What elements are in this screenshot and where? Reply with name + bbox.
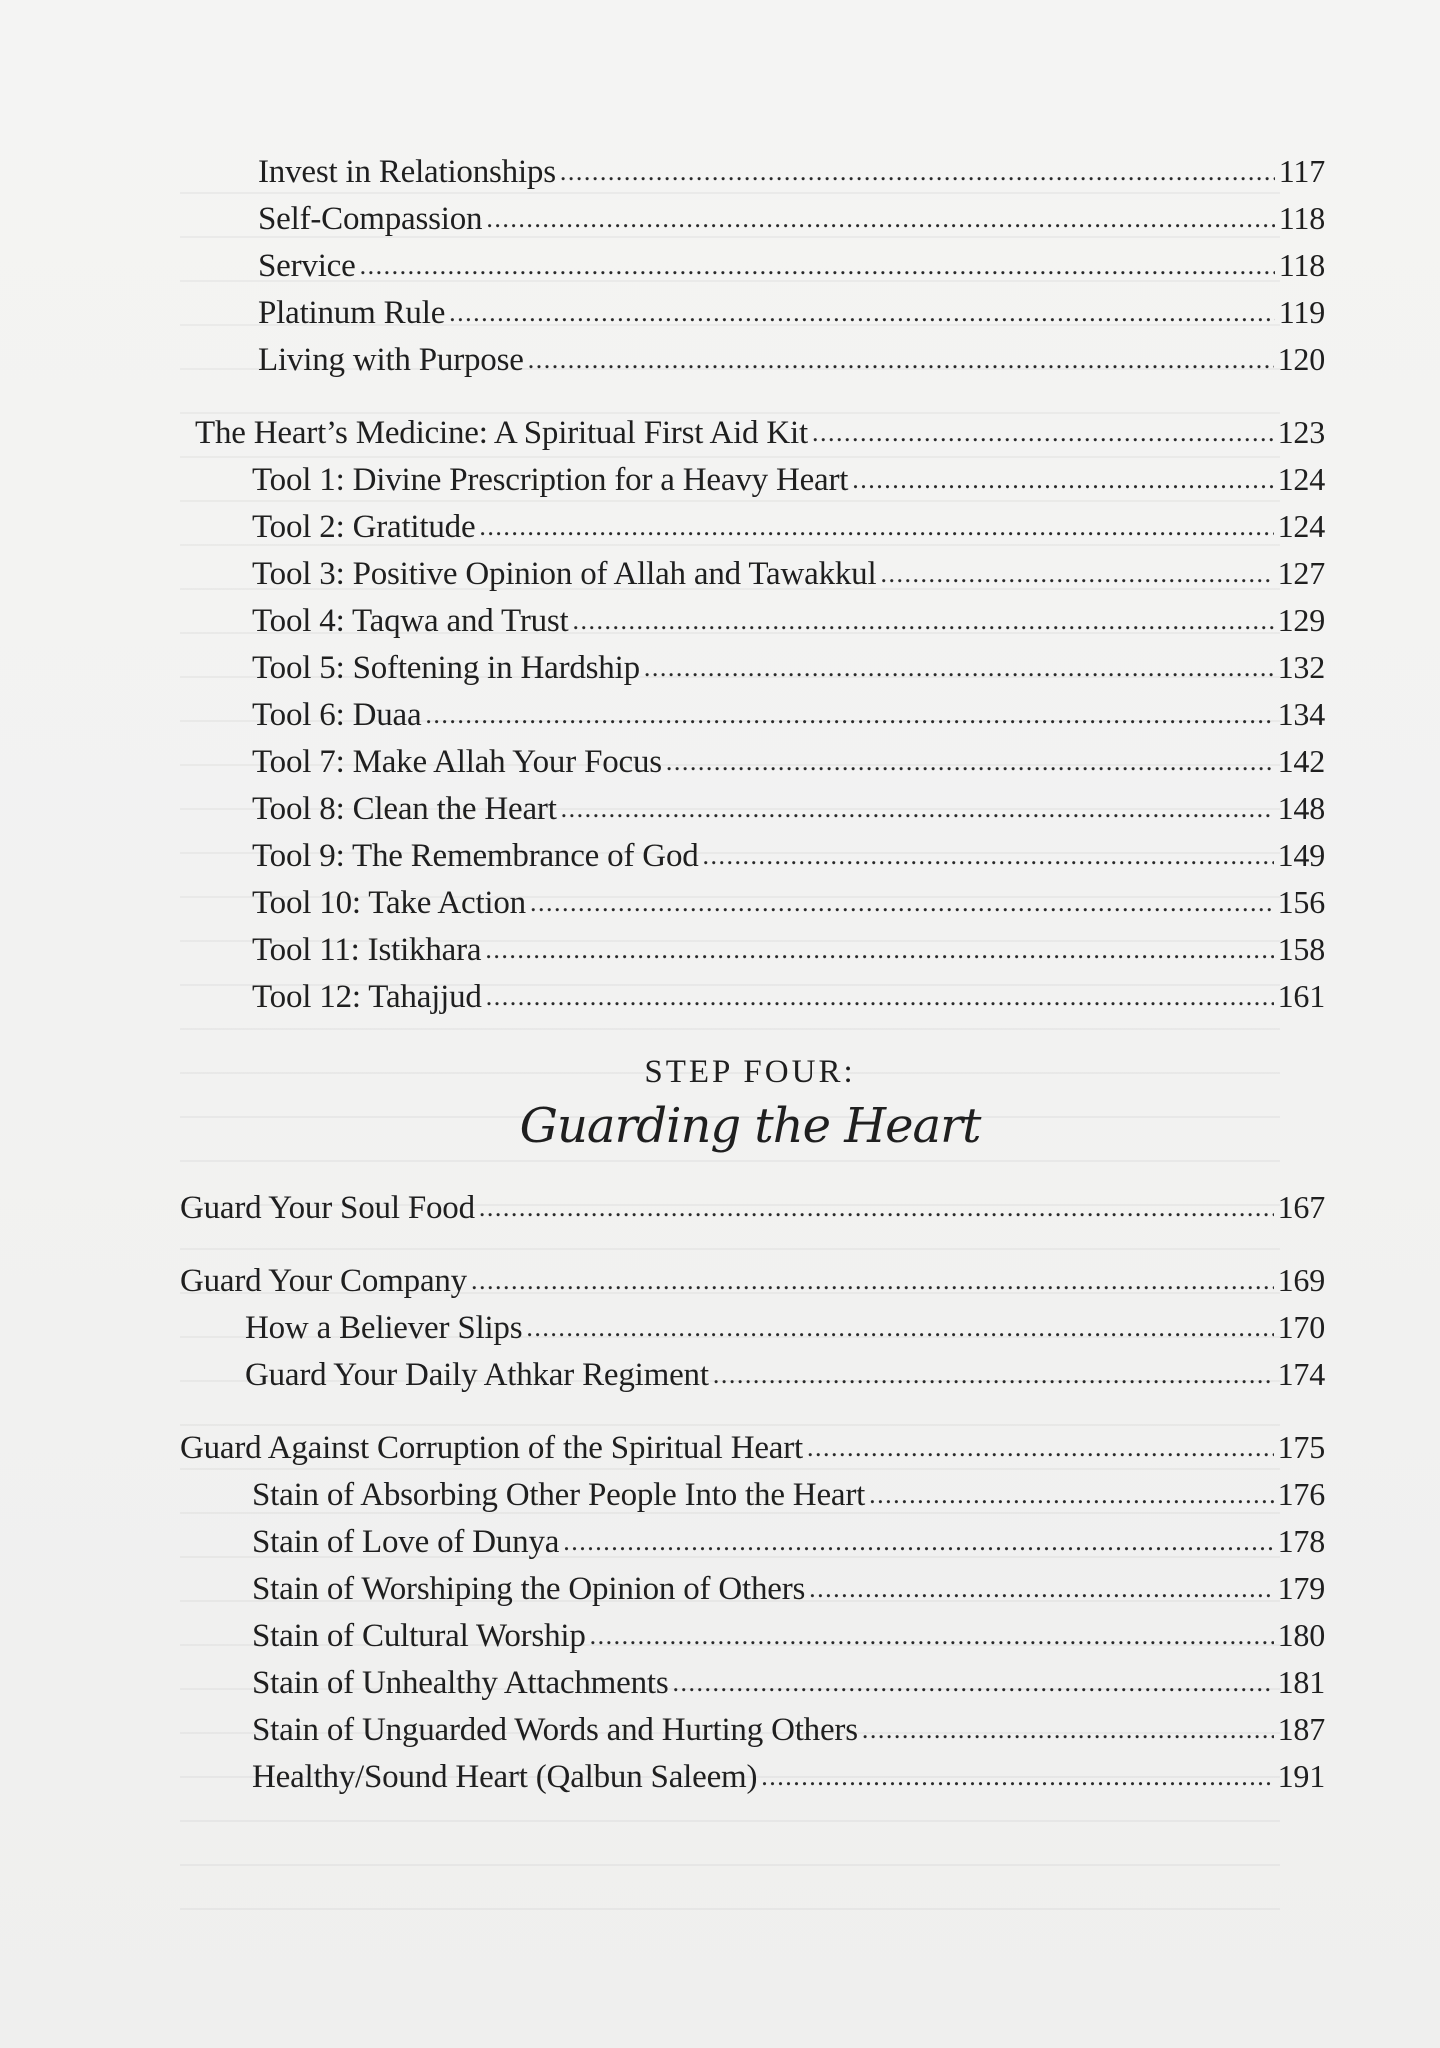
toc-entry-page: 158: [1277, 931, 1325, 967]
toc-chapter-page: 175: [1277, 1429, 1325, 1465]
toc-entry[interactable]: [0, 456, 1440, 503]
toc-entry-page: 176: [1277, 1476, 1325, 1512]
toc-entry-page: 132: [1277, 649, 1325, 685]
toc-entry[interactable]: [0, 1565, 1440, 1612]
toc-entry[interactable]: [0, 1706, 1440, 1753]
toc-chapter-title: Guard Against Corruption of the Spiritual Heart: [180, 1430, 803, 1466]
toc-entry-title: Tool 12: Tahajjud: [252, 979, 482, 1015]
toc-entry-title: Tool 9: The Remembrance of God: [252, 838, 699, 874]
dot-leader: [360, 241, 1275, 289]
toc-entry[interactable]: [0, 503, 1440, 550]
dot-leader: [449, 288, 1275, 336]
dot-leader: [479, 502, 1273, 550]
toc-entry-title: Healthy/Sound Heart (Qalbun Saleem): [252, 1759, 758, 1795]
part-heading: [0, 1050, 1440, 1158]
toc-entry-title: Stain of Absorbing Other People Into the Heart: [252, 1477, 866, 1513]
dot-leader: [761, 1752, 1273, 1800]
toc-entry-title: Tool 4: Taqwa and Trust: [252, 603, 569, 639]
toc-entry[interactable]: [0, 691, 1440, 738]
toc-entry-page: 134: [1277, 696, 1325, 732]
toc-chapter-title: Guard Your Soul Food: [180, 1190, 475, 1226]
dot-leader: [471, 1256, 1274, 1304]
toc-entry-title: Invest in Relationships: [258, 154, 556, 190]
toc-chapter-entry[interactable]: [0, 1257, 1440, 1304]
toc-entry-title: Tool 1: Divine Prescription for a Heavy Heart: [252, 462, 849, 498]
toc-entry-title: Tool 5: Softening in Hardship: [252, 650, 640, 686]
dot-leader: [644, 643, 1274, 691]
toc-entry-page: 180: [1277, 1617, 1325, 1653]
toc-entry-page: 156: [1277, 884, 1325, 920]
toc-entry-page: 117: [1278, 153, 1325, 189]
toc-entry[interactable]: [0, 289, 1440, 336]
toc-entry-title: Tool 2: Gratitude: [252, 509, 476, 545]
toc-entry-page: 120: [1277, 341, 1325, 377]
dot-leader: [862, 1705, 1274, 1753]
dot-leader: [526, 1303, 1273, 1351]
dot-leader: [425, 690, 1273, 738]
toc-entry-page: 179: [1277, 1570, 1325, 1606]
toc-chapter-page: 123: [1277, 414, 1325, 450]
dot-leader: [561, 784, 1274, 832]
dot-leader: [807, 1423, 1274, 1471]
toc-entry[interactable]: [0, 738, 1440, 785]
toc-entry-title: Tool 10: Take Action: [252, 885, 526, 921]
toc-entry[interactable]: [0, 1304, 1440, 1351]
dot-leader: [486, 194, 1274, 242]
dot-leader: [560, 147, 1275, 195]
toc-entry-page: 142: [1277, 743, 1325, 779]
dot-leader: [869, 1470, 1273, 1518]
toc-entry[interactable]: [0, 242, 1440, 289]
toc-entry[interactable]: [0, 785, 1440, 832]
dot-leader: [812, 408, 1274, 456]
part-label: STEP FOUR:: [644, 1054, 856, 1090]
toc-chapter-entry[interactable]: [0, 1184, 1440, 1231]
dot-leader: [703, 831, 1274, 879]
toc-chapter-title: Guard Your Company: [180, 1263, 467, 1299]
toc-entry-page: 129: [1277, 602, 1325, 638]
toc-entry[interactable]: [0, 644, 1440, 691]
toc-entry[interactable]: [0, 973, 1440, 1020]
toc-entry-title: Tool 3: Positive Opinion of Allah and Tawakkul: [252, 556, 877, 592]
dot-leader: [573, 596, 1274, 644]
dot-leader: [673, 1658, 1274, 1706]
toc-entry-page: 118: [1278, 200, 1325, 236]
toc-chapter-title: The Heart’s Medicine: A Spiritual First Aid Kit: [195, 415, 808, 451]
toc-entry[interactable]: [0, 597, 1440, 644]
toc-entry[interactable]: [0, 148, 1440, 195]
toc-entry[interactable]: [0, 1659, 1440, 1706]
dot-leader: [485, 925, 1273, 973]
toc-entry[interactable]: [0, 1471, 1440, 1518]
toc-entry-title: Stain of Cultural Worship: [252, 1618, 586, 1654]
toc-entry-title: How a Believer Slips: [245, 1310, 523, 1346]
toc-entry-page: 124: [1277, 461, 1325, 497]
toc-entry-page: 149: [1277, 837, 1325, 873]
table-of-contents: [0, 148, 1440, 1800]
toc-chapter-page: 167: [1277, 1189, 1325, 1225]
toc-entry-page: 187: [1277, 1711, 1325, 1747]
toc-entry[interactable]: [0, 1351, 1440, 1398]
toc-entry[interactable]: [0, 550, 1440, 597]
toc-chapter-page: 169: [1277, 1262, 1325, 1298]
toc-entry-page: 161: [1277, 978, 1325, 1014]
toc-entry-page: 118: [1278, 247, 1325, 283]
toc-entry[interactable]: [0, 1518, 1440, 1565]
toc-entry-title: Self-Compassion: [258, 201, 483, 237]
dot-leader: [530, 878, 1274, 926]
dot-leader: [666, 737, 1274, 785]
toc-entry-title: Platinum Rule: [258, 295, 446, 331]
toc-entry-page: 178: [1277, 1523, 1325, 1559]
toc-entry-title: Tool 6: Duaa: [252, 697, 422, 733]
toc-entry-title: Stain of Unguarded Words and Hurting Others: [252, 1712, 858, 1748]
dot-leader: [713, 1350, 1274, 1398]
toc-entry[interactable]: [0, 1753, 1440, 1800]
toc-entry-title: Living with Purpose: [258, 342, 524, 378]
toc-entry-title: Tool 8: Clean the Heart: [252, 791, 557, 827]
toc-chapter-entry[interactable]: [0, 1424, 1440, 1471]
toc-entry[interactable]: [0, 1612, 1440, 1659]
toc-entry-title: Stain of Worshiping the Opinion of Others: [252, 1571, 806, 1607]
part-title: Guarding the Heart: [519, 1098, 981, 1154]
toc-entry-page: 191: [1277, 1758, 1325, 1794]
toc-entry-title: Stain of Love of Dunya: [252, 1524, 560, 1560]
toc-entry-page: 174: [1277, 1356, 1325, 1392]
toc-entry-title: Stain of Unhealthy Attachments: [252, 1665, 669, 1701]
dot-leader: [880, 549, 1273, 597]
dot-leader: [479, 1183, 1274, 1231]
toc-entry-page: 127: [1277, 555, 1325, 591]
toc-entry[interactable]: [0, 926, 1440, 973]
toc-entry[interactable]: [0, 879, 1440, 926]
toc-chapter-entry[interactable]: [0, 409, 1440, 456]
toc-entry-title: Guard Your Daily Athkar Regiment: [245, 1357, 709, 1393]
dot-leader: [852, 455, 1273, 503]
dot-leader: [563, 1517, 1273, 1565]
toc-entry-page: 119: [1278, 294, 1325, 330]
toc-entry[interactable]: [0, 832, 1440, 879]
dot-leader: [590, 1611, 1274, 1659]
toc-entry-page: 148: [1277, 790, 1325, 826]
toc-entry-title: Tool 11: Istikhara: [252, 932, 482, 968]
toc-entry-page: 170: [1277, 1309, 1325, 1345]
dot-leader: [486, 972, 1274, 1020]
toc-entry[interactable]: [0, 336, 1440, 383]
dot-leader: [809, 1564, 1273, 1612]
toc-entry-title: Service: [258, 248, 356, 284]
dot-leader: [528, 335, 1274, 383]
toc-entry[interactable]: [0, 195, 1440, 242]
toc-entry-page: 181: [1277, 1664, 1325, 1700]
toc-entry-title: Tool 7: Make Allah Your Focus: [252, 744, 662, 780]
toc-entry-page: 124: [1277, 508, 1325, 544]
